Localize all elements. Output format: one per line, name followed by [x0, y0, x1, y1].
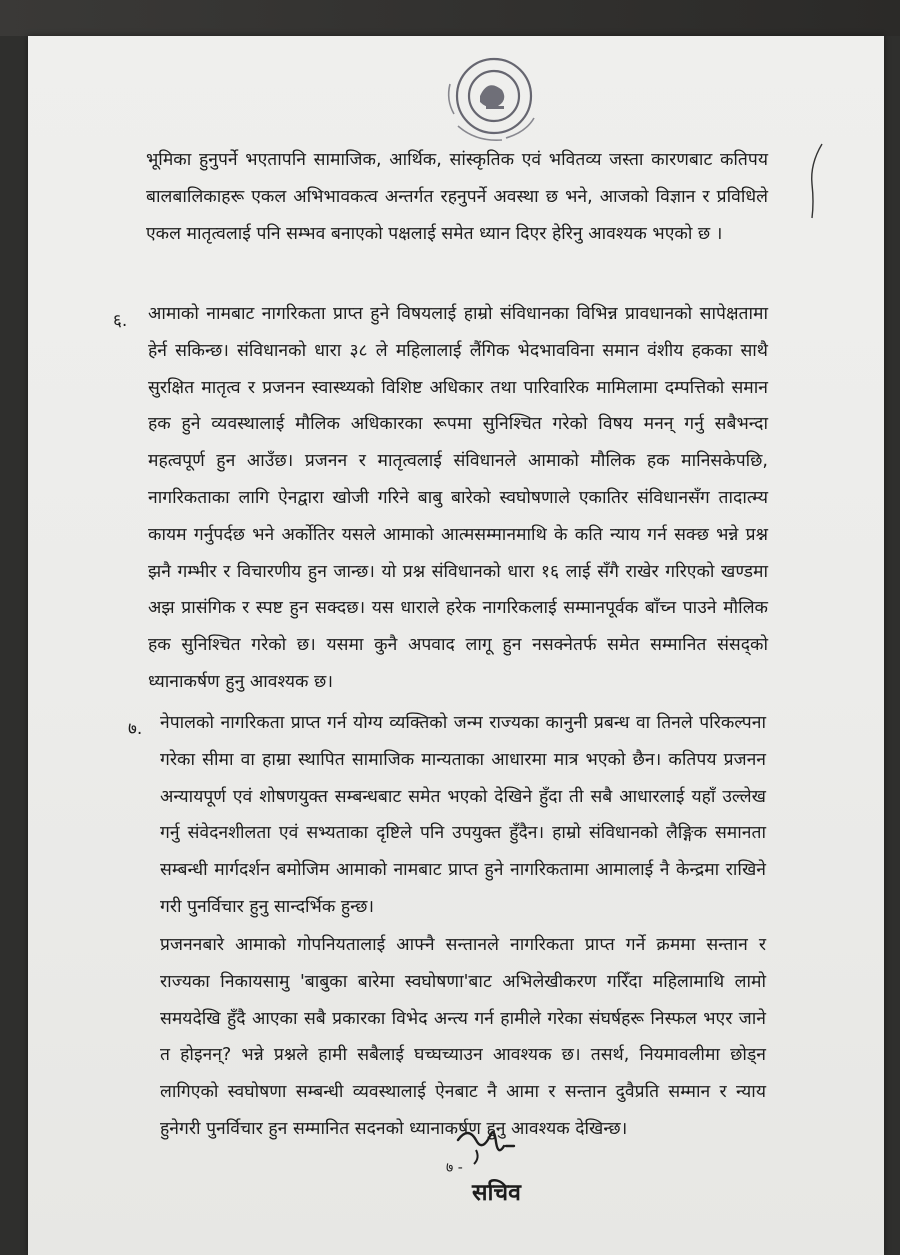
signature-date-mark: ७ - [446, 1160, 463, 1176]
signatory-title: सचिव [472, 1180, 521, 1206]
margin-pen-mark [800, 140, 830, 220]
item-number-6: ६. [113, 311, 128, 331]
paragraph-8: प्रजननबारे आमाको गोपनियतालाई आफ्नै सन्तानले नागरिकता प्राप्त गर्ने क्रममा सन्तान र राज्यका निकायसामु 'बाबुका बारेमा स्वघोषणा'बाट अभिलेखीकरण गरिँदा महिलामाथि लामो समयदेखि हुँदै आएका सबै प्रकारका विभेद अन्त्य गर्न हामीले गरेका संघर्षहरू निस्फल भएर जाने त होइनन्? भन्ने प्रश्नले हामी सबैलाई घच्घच्याउन आवश्यक छ। तसर्थ, नियमावलीमा छोड्न लागिएको स्वघोषणा सम्बन्धी व्यवस्थालाई ऐनबाट नै आमा र सन्तान दुवैप्रति सम्मान र न्याय हुनेगरी पुनर्विचार हुन सम्मानित सदनको ध्यानाकर्षण हुनु आवश्यक देखिन्छ। [160, 935, 766, 1139]
paragraph-intro: भूमिका हुनुपर्ने भएतापनि सामाजिक, आर्थिक, सांस्कृतिक एवं भवितव्य जस्ता कारणबाट कतिपय बालबालिकाहरू एकल अभिभावकत्व अन्तर्गत रहनुपर्ने अवस्था छ भने, आजको विज्ञान र प्रविधिले एकल मातृत्वलाई पनि सम्भव बनाएको पक्षलाई समेत ध्यान दिएर हेरिनु आवश्यक भएको छ । [146, 150, 768, 244]
item-number-7: ७. [128, 719, 143, 739]
office-seal-stamp [436, 56, 546, 148]
paragraph-6: आमाको नामबाट नागरिकता प्राप्त हुने विषयलाई हाम्रो संविधानका विभिन्न प्रावधानको सापेक्षतामा हेर्न सकिन्छ। संविधानको धारा ३८ ले महिलालाई लैंगिक भेदभावविना समान वंशीय हकका साथै सुरक्षित मातृत्व र प्रजनन स्वास्थ्यको विशिष्ट अधिकार तथा पारिवारिक मामिलामा दम्पत्तिको समान हक हुने व्यवस्थालाई मौलिक अधिकारका रूपमा सुनिश्चित गरेको विषय मनन् गर्नु सबैभन्दा महत्वपूर्ण हुन आउँछ। प्रजनन र मातृत्वलाई संविधानले आमाको मौलिक हक मानिसकेपछि, नागरिकताका लागि ऐनद्वारा खोजी गरिने बाबु बारेको स्वघोषणाले एकातिर संविधानसँग तादात्म्य कायम गर्नुपर्दछ भने अर्कोतिर यसले आमाको आत्मसम्मानमाथि के कति न्याय गर्न सक्छ भन्ने प्रश्न झनै गम्भीर र विचारणीय हुन जान्छ। यो प्रश्न संविधानको धारा १६ लाई सँगै राखेर गरिएको खण्डमा अझ प्रासंगिक र स्पष्ट हुन सक्दछ। यस धाराले हरेक नागरिकलाई सम्मानपूर्वक बाँच्न पाउने मौलिक हक सुनिश्चित गरेको छ। यसमा कुनै अपवाद लागू हुन नसक्नेतर्फ समेत सम्मानित संसद्को ध्यानाकर्षण हुनु आवश्यक छ। [148, 304, 768, 692]
page-background-top [0, 0, 900, 36]
paragraph-7: नेपालको नागरिकता प्राप्त गर्न योग्य व्यक्तिको जन्म राज्यका कानुनी प्रबन्ध वा तिनले परिकल्पना गरेका सीमा वा हाम्रा स्थापित सामाजिक मान्यताका आधारमा मात्र भएको छैन। कतिपय प्रजनन अन्यायपूर्ण एवं शोषणयुक्त सम्बन्धबाट समेत भएको देखिने हुँदा ती सबै आधारलाई यहाँ उल्लेख गर्नु संवेदनशीलता एवं सभ्यताका दृष्टिले पनि उपयुक्त हुँदैन। हाम्रो संविधानको लैङ्गिक समानता सम्बन्धी मार्गदर्शन बमोजिम आमाको नामबाट प्राप्त हुने नागरिकतामा आमालाई नै केन्द्रमा राखिने गरी पुनर्विचार हुनु सान्दर्भिक हुन्छ। [160, 713, 766, 917]
